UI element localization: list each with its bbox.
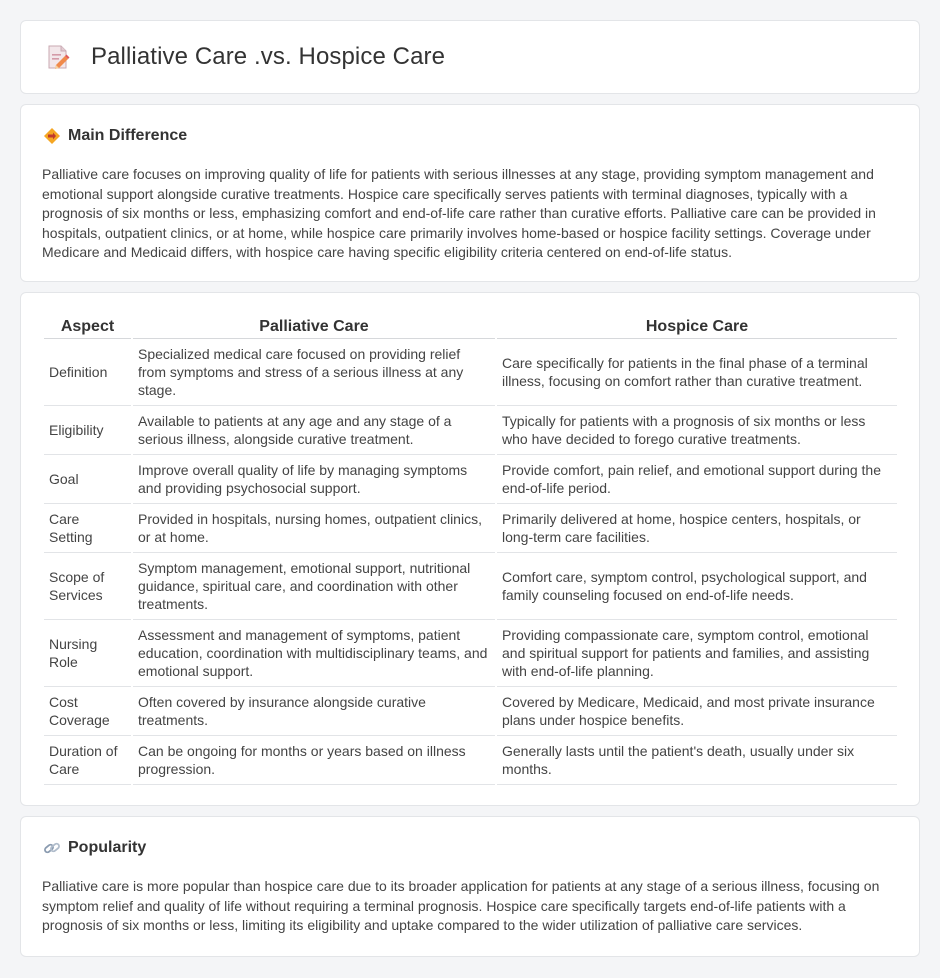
palliative-cell: Available to patients at any age and any stage of a serious illness, alongside curative treatment. — [133, 406, 495, 455]
hospice-cell: Generally lasts until the patient's death, usually under six months. — [497, 736, 897, 785]
main-difference-text: Palliative care focuses on improving quality of life for patients with serious illnesses at any stage, providing symptom management and emotional support alongside curative treatments. Hospice care specifically serves patients with terminal diagnoses, typically with a prognosis of six months or less, emphasizing comfort and end-of-life care rather than curative efforts. Palliative care can be provided in hospitals, outpatient clinics, or at home, while hospice care primarily involves home-based or hospice facility settings. Coverage under Medicare and Medicaid differs, with hospice care having specific eligibility criteria centered on end-of-life status. — [42, 166, 876, 261]
comparison-table-card — [20, 292, 920, 806]
table-row — [44, 553, 897, 620]
popularity-title: Popularity — [68, 839, 147, 856]
aspect-cell: Definition — [44, 339, 131, 406]
comparison-table — [42, 314, 899, 785]
hospice-cell: Typically for patients with a prognosis of six months or less who have decided to forego curative treatments. — [497, 406, 897, 455]
palliative-cell: Can be ongoing for months or years based on illness progression. — [133, 736, 495, 785]
header-palliative: Palliative Care — [133, 314, 495, 339]
palliative-cell: Improve overall quality of life by managing symptoms and providing psychosocial support. — [133, 455, 495, 504]
compare-arrows-icon — [43, 127, 61, 145]
table-row — [44, 455, 897, 504]
table-row — [44, 406, 897, 455]
aspect-cell: Nursing Role — [44, 620, 131, 687]
palliative-cell: Provided in hospitals, nursing homes, outpatient clinics, or at home. — [133, 504, 495, 553]
page-title: Palliative Care .vs. Hospice Care — [91, 43, 446, 70]
table-header-row — [44, 314, 897, 339]
header-card — [20, 20, 920, 94]
hospice-cell: Care specifically for patients in the final phase of a terminal illness, focusing on comfort rather than curative treatment. — [497, 339, 897, 406]
hospice-cell: Primarily delivered at home, hospice centers, hospitals, or long-term care facilities. — [497, 504, 897, 553]
popularity-text: Palliative care is more popular than hospice care due to its broader application for patients at any stage of a serious illness, focusing on symptom relief and quality of life without requiring a terminal prognosis. Hospice care specifically targets end-of-life patients with a prognosis of six months or less, limiting its eligibility and uptake compared to the wider utilization of palliative care services. — [42, 878, 880, 934]
table-row — [44, 687, 897, 736]
hospice-cell: Provide comfort, pain relief, and emotional support during the end-of-life period. — [497, 455, 897, 504]
aspect-cell: Care Setting — [44, 504, 131, 553]
table-row — [44, 620, 897, 687]
aspect-cell: Duration of Care — [44, 736, 131, 785]
main-difference-title: Main Difference — [68, 127, 188, 144]
document-pencil-icon — [45, 43, 71, 71]
table-row — [44, 339, 897, 406]
aspect-cell: Scope of Services — [44, 553, 131, 620]
palliative-cell: Specialized medical care focused on providing relief from symptoms and stress of a serious illness at any stage. — [133, 339, 495, 406]
aspect-cell: Goal — [44, 455, 131, 504]
header-hospice: Hospice Care — [497, 314, 897, 339]
hospice-cell: Comfort care, symptom control, psychological support, and family counseling focused on end-of-life needs. — [497, 553, 897, 620]
hospice-cell: Covered by Medicare, Medicaid, and most private insurance plans under hospice benefits. — [497, 687, 897, 736]
hospice-cell: Providing compassionate care, symptom control, emotional and spiritual support for patients and families, and assisting with end-of-life planning. — [497, 620, 897, 687]
table-row — [44, 504, 897, 553]
aspect-cell: Eligibility — [44, 406, 131, 455]
header-aspect: Aspect — [44, 314, 131, 339]
link-icon — [43, 839, 61, 857]
palliative-cell: Assessment and management of symptoms, patient education, coordination with multidisciplinary teams, and emotional support. — [133, 620, 495, 687]
palliative-cell: Often covered by insurance alongside curative treatments. — [133, 687, 495, 736]
popularity-card — [20, 816, 920, 957]
palliative-cell: Symptom management, emotional support, nutritional guidance, spiritual care, and coordination with other treatments. — [133, 553, 495, 620]
table-row — [44, 736, 897, 785]
aspect-cell: Cost Coverage — [44, 687, 131, 736]
main-difference-card — [20, 104, 920, 282]
